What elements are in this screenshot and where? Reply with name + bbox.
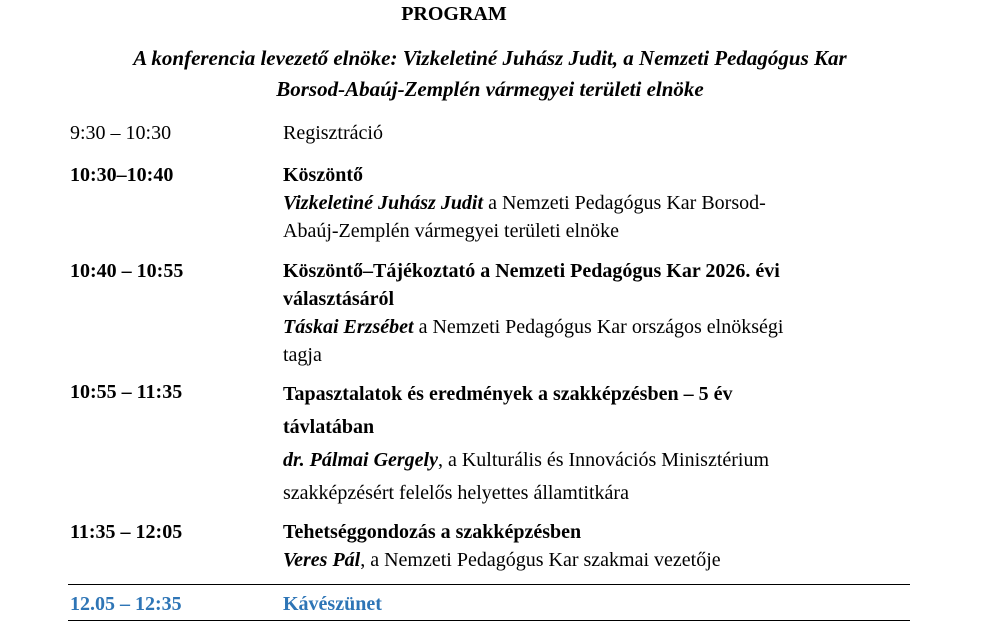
row-title: Tehetséggondozás a szakképzésben: [283, 521, 582, 543]
conference-chair-line-2: Borsod-Abaúj-Zemplén vármegyei területi elnöke: [276, 77, 704, 101]
row-time: 12.05 – 12:35: [70, 593, 182, 615]
row-speaker-line: [283, 444, 903, 477]
row-title-line-1: Tapasztalatok és eredmények a szakképzésben – 5 év: [283, 383, 733, 405]
row-time: 9:30 – 10:30: [70, 122, 172, 144]
speaker-role-continued: szakképzésért felelős helyettes államtitkára: [283, 482, 629, 504]
row-speaker-line: [283, 546, 903, 574]
speaker-name: Táskai Erzsébet: [283, 316, 414, 338]
row-title: Köszöntő: [283, 164, 363, 186]
row-speaker-line: [283, 313, 903, 341]
row-time: 10:55 – 11:35: [70, 381, 183, 403]
program-title: PROGRAM: [401, 3, 507, 25]
row-title-line-1: Köszöntő–Tájékoztató a Nemzeti Pedagógus Kar 2026. évi: [283, 260, 780, 282]
speaker-role-continued: Abaúj-Zemplén vármegyei területi elnöke: [283, 220, 619, 242]
row-time: 10:30–10:40: [70, 164, 174, 186]
speaker-role: a Nemzeti Pedagógus Kar országos elnökségi: [413, 316, 784, 338]
row-title-line-2: távlatában: [283, 416, 375, 438]
speaker-name: Veres Pál: [283, 549, 361, 571]
row-title: Regisztráció: [283, 122, 383, 144]
conference-chair-line-1: A konferencia levezető elnöke: Vizkeletiné Juhász Judit, a Nemzeti Pedagógus Kar: [133, 46, 847, 70]
row-content: [283, 378, 903, 510]
speaker-name: Vizkeletiné Juhász Judit: [283, 192, 484, 214]
speaker-role: , a Nemzeti Pedagógus Kar szakmai vezetője: [360, 549, 721, 571]
speaker-role: a Nemzeti Pedagógus Kar Borsod-: [483, 192, 766, 214]
row-time: 11:35 – 12:05: [70, 521, 183, 543]
row-title-line-2: választásáról: [283, 288, 395, 310]
table-divider: [68, 584, 910, 585]
row-title: Kávészünet: [283, 593, 382, 615]
row-time: 10:40 – 10:55: [70, 260, 184, 282]
row-speaker-line: [283, 189, 903, 217]
row-content: [283, 161, 903, 245]
row-content: [283, 518, 903, 574]
speaker-role-continued: tagja: [283, 344, 322, 366]
speaker-role: , a Kulturális és Innovációs Minisztérium: [437, 449, 770, 471]
row-content: [283, 119, 903, 147]
table-divider-bottom: [68, 620, 910, 621]
row-content: [283, 257, 903, 369]
speaker-name: dr. Pálmai Gergely: [283, 449, 438, 471]
row-content: [283, 590, 903, 618]
